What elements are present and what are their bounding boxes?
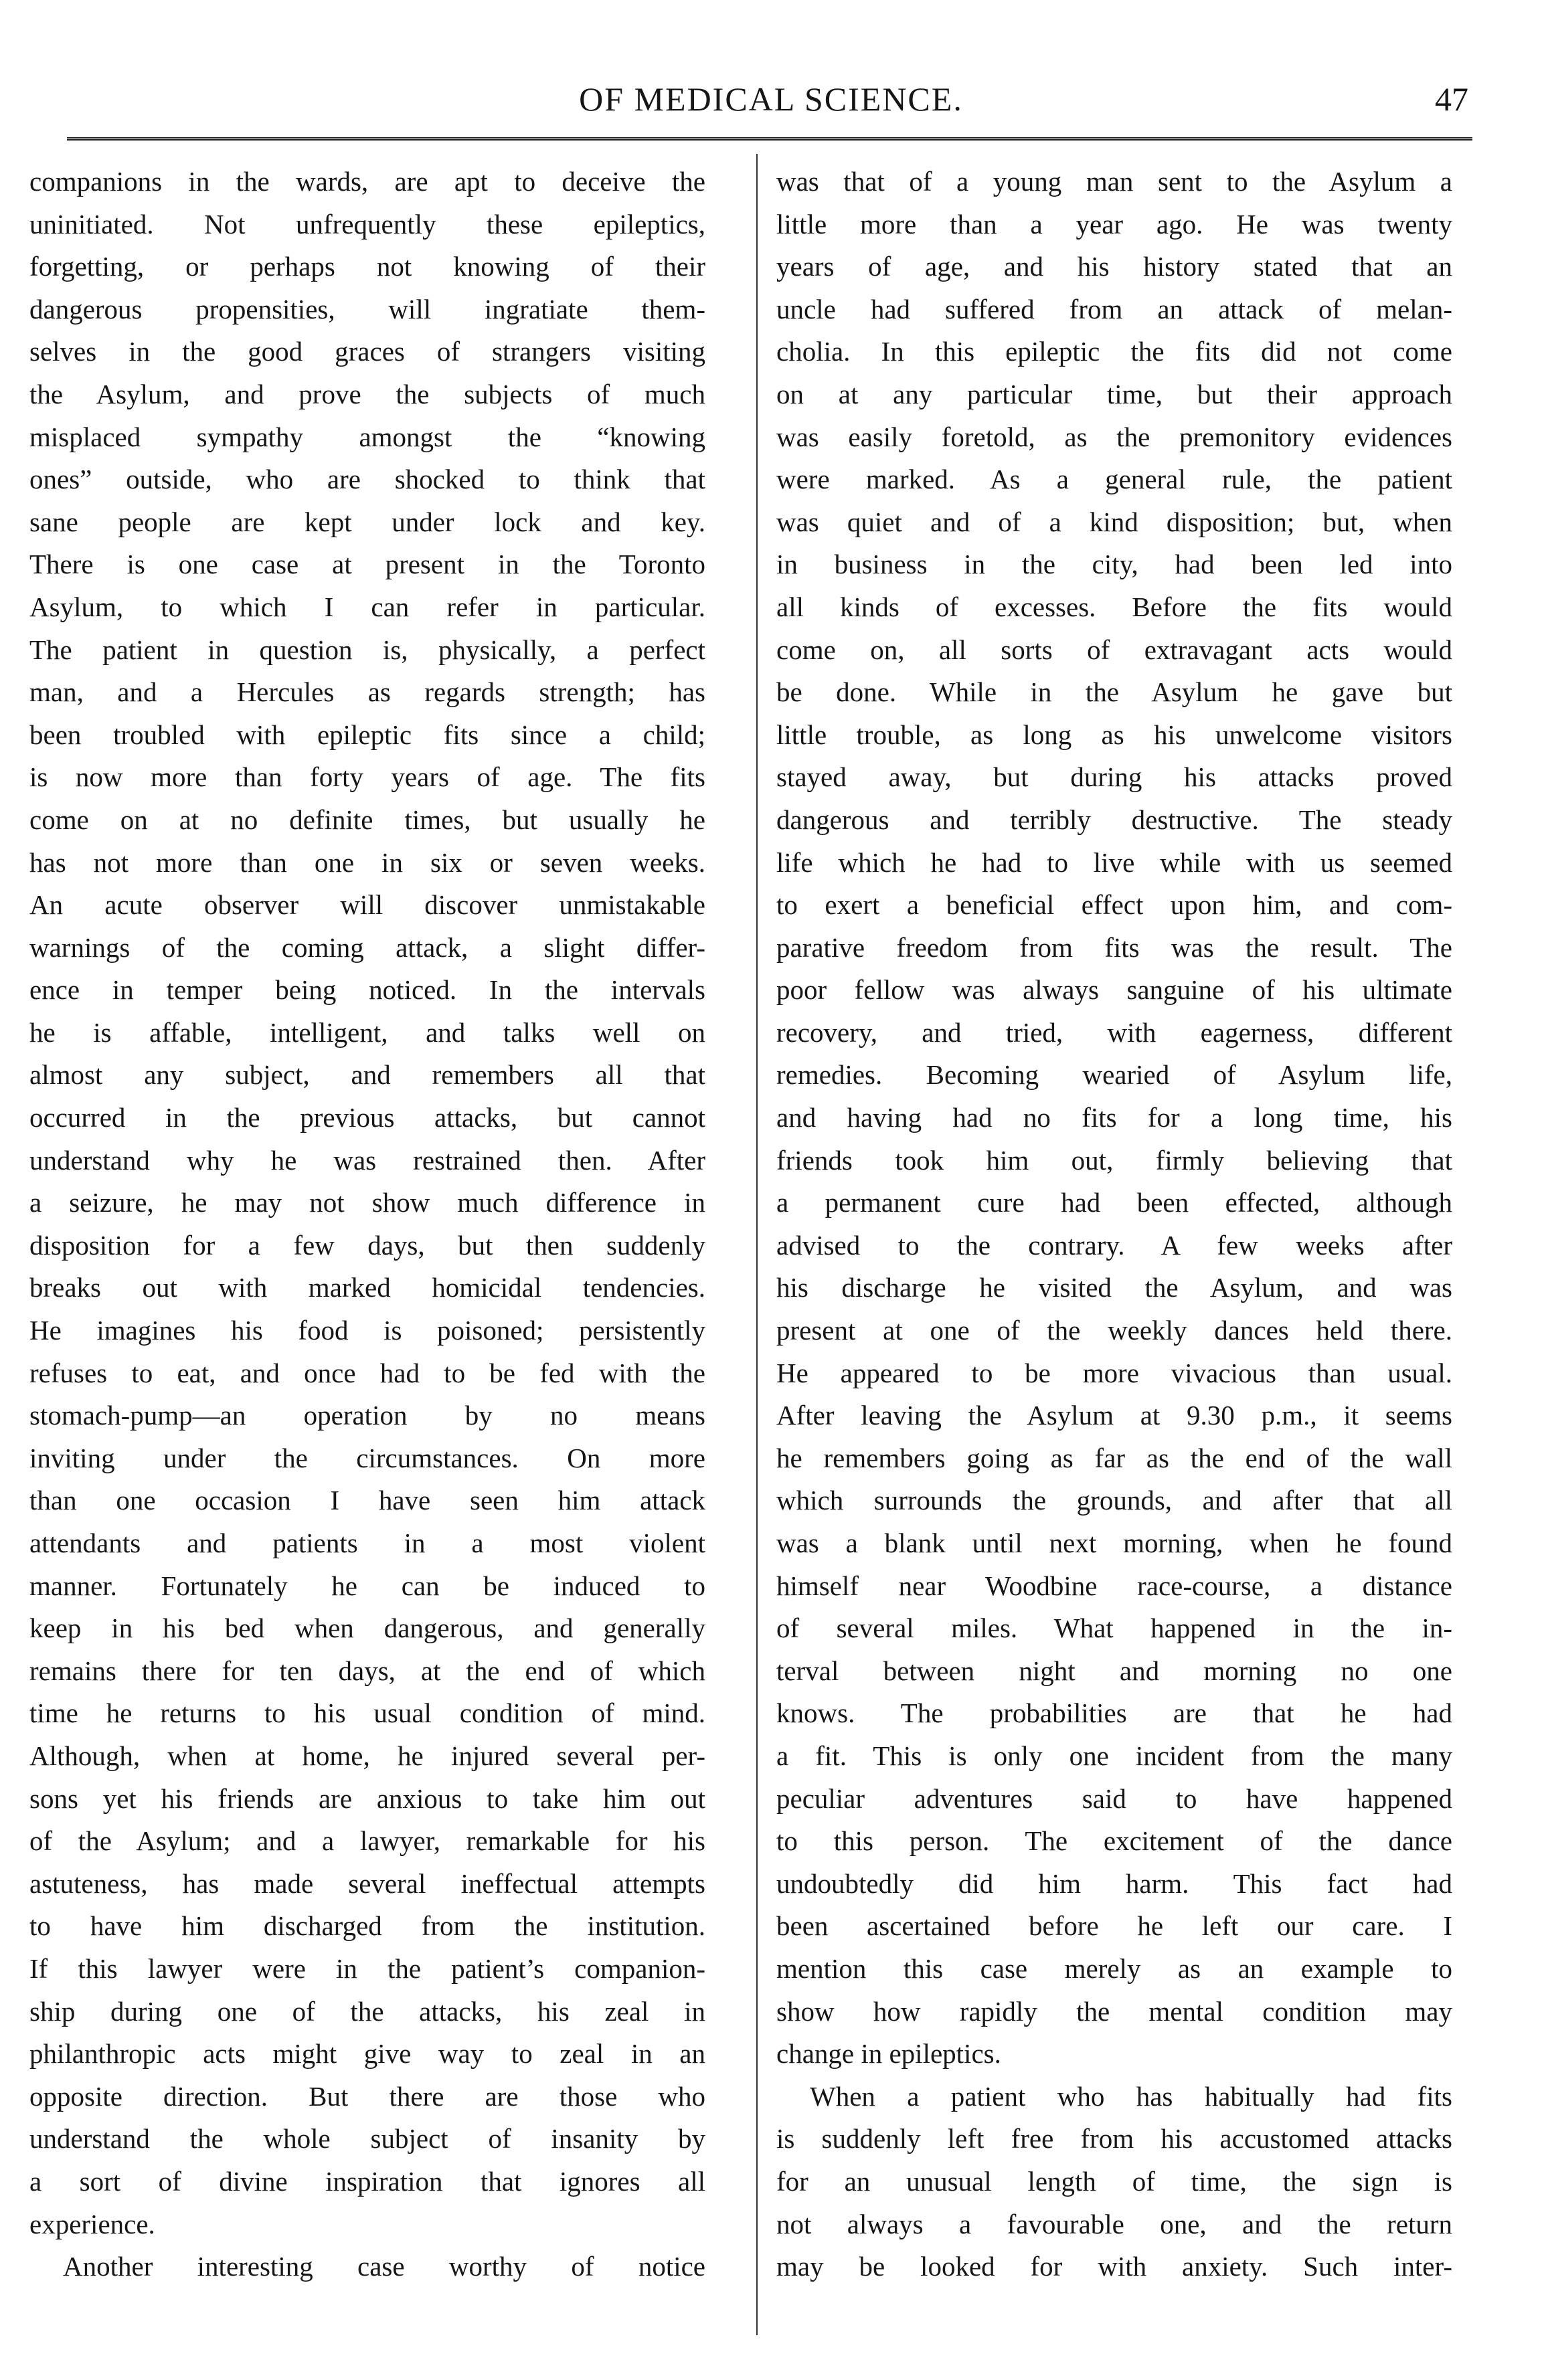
- text-line: and having had no fits for a long time, his: [776, 1102, 1452, 1133]
- text-line: understand why he was restrained then. After: [29, 1144, 705, 1176]
- text-line: experience.: [29, 2208, 155, 2239]
- text-line: a sort of divine inspiration that ignores all: [29, 2165, 705, 2197]
- text-line: recovery, and tried, with eagerness, different: [776, 1016, 1452, 1048]
- text-line: to have him discharged from the institution.: [29, 1910, 705, 1942]
- column-divider: [756, 154, 758, 2335]
- text-line: manner. Fortunately he can be induced to: [29, 1570, 705, 1601]
- text-line: refuses to eat, and once had to be fed with the: [29, 1357, 705, 1388]
- text-line: himself near Woodbine race-course, a distance: [776, 1570, 1452, 1601]
- text-line: not always a favourable one, and the return: [776, 2208, 1452, 2239]
- text-line: may be looked for with anxiety. Such inter-: [776, 2251, 1452, 2282]
- text-line: ence in temper being noticed. In the intervals: [29, 974, 705, 1006]
- text-line: to this person. The excitement of the dance: [776, 1825, 1452, 1857]
- text-line: was a blank until next morning, when he found: [776, 1528, 1452, 1558]
- text-line: life which he had to live while with us seemed: [776, 846, 1452, 878]
- text-line: understand the whole subject of insanity by: [29, 2123, 705, 2155]
- text-line: forgetting, or perhaps not knowing of their: [29, 251, 705, 282]
- text-line: He appeared to be more vivacious than usual.: [776, 1357, 1452, 1388]
- text-line: ones” outside, who are shocked to think that: [29, 464, 705, 495]
- text-line: has not more than one in six or seven weeks.: [29, 846, 705, 878]
- text-line: keep in his bed when dangerous, and generally: [29, 1613, 705, 1644]
- text-line: occurred in the previous attacks, but cannot: [29, 1102, 705, 1133]
- text-line: The patient in question is, physically, a perfect: [29, 634, 705, 665]
- text-line: After leaving the Asylum at 9.30 p.m., it seems: [776, 1400, 1452, 1431]
- text-line: warnings of the coming attack, a slight differ-: [29, 931, 705, 963]
- text-line: companions in the wards, are apt to deceive the: [29, 166, 705, 197]
- page-number: 47: [1435, 80, 1468, 118]
- text-line: which surrounds the grounds, and after that all: [776, 1485, 1452, 1516]
- text-line: dangerous and terribly destructive. The steady: [776, 804, 1452, 835]
- text-line: all kinds of excesses. Before the fits would: [776, 591, 1452, 622]
- text-line: astuteness, has made several ineffectual attempts: [29, 1867, 705, 1899]
- text-line: a fit. This is only one incident from the many: [776, 1740, 1452, 1771]
- right-column: [776, 161, 1452, 2342]
- text-line: for an unusual length of time, the sign is: [776, 2165, 1452, 2197]
- text-line: was that of a young man sent to the Asylum a: [776, 166, 1452, 197]
- text-line: There is one case at present in the Toronto: [29, 549, 705, 580]
- text-line: years of age, and his history stated that an: [776, 251, 1452, 282]
- text-line: If this lawyer were in the patient’s companion-: [29, 1952, 705, 1984]
- text-line: Asylum, to which I can refer in particular.: [29, 591, 705, 622]
- text-line: stayed away, but during his attacks proved: [776, 761, 1452, 793]
- text-line: remedies. Becoming wearied of Asylum life,: [776, 1059, 1452, 1091]
- text-line: misplaced sympathy amongst the “knowing: [29, 421, 705, 452]
- text-line: been troubled with epileptic fits since a child;: [29, 719, 705, 750]
- text-line: philanthropic acts might give way to zeal in an: [29, 2038, 705, 2070]
- text-line: little trouble, as long as his unwelcome visitors: [776, 719, 1452, 750]
- text-line: peculiar adventures said to have happened: [776, 1782, 1452, 1814]
- text-line: sons yet his friends are anxious to take him out: [29, 1782, 705, 1814]
- text-line: undoubtedly did him harm. This fact had: [776, 1867, 1452, 1899]
- text-line: the Asylum, and prove the subjects of much: [29, 378, 705, 409]
- text-line: were marked. As a general rule, the patient: [776, 464, 1452, 495]
- text-line: of several miles. What happened in the in-: [776, 1613, 1452, 1644]
- text-line: uncle had suffered from an attack of melan-: [776, 293, 1452, 325]
- text-line: he remembers going as far as the end of the wall: [776, 1442, 1452, 1473]
- text-line: of the Asylum; and a lawyer, remarkable for his: [29, 1825, 705, 1857]
- text-line: opposite direction. But there are those who: [29, 2080, 705, 2112]
- text-line: show how rapidly the mental condition may: [776, 1995, 1452, 2027]
- text-line: cholia. In this epileptic the fits did not come: [776, 336, 1452, 367]
- text-line: on at any particular time, but their approach: [776, 378, 1452, 409]
- text-line: been ascertained before he left our care. I: [776, 1910, 1452, 1942]
- text-line: in business in the city, had been led into: [776, 549, 1452, 580]
- text-line: present at one of the weekly dances held there.: [776, 1315, 1452, 1346]
- header-rule: [67, 137, 1472, 141]
- text-line: was easily foretold, as the premonitory evidences: [776, 421, 1452, 452]
- text-line: come on at no definite times, but usually he: [29, 804, 705, 835]
- text-line: little more than a year ago. He was twenty: [776, 208, 1452, 240]
- text-line: He imagines his food is poisoned; persistently: [29, 1315, 705, 1346]
- text-line: Another interesting case worthy of notice: [63, 2251, 705, 2282]
- text-line: was quiet and of a kind disposition; but, when: [776, 506, 1452, 537]
- text-line: inviting under the circumstances. On more: [29, 1442, 705, 1473]
- running-head: [0, 72, 1542, 126]
- text-line: An acute observer will discover unmistakable: [29, 889, 705, 921]
- text-line: parative freedom from fits was the result. The: [776, 931, 1452, 963]
- text-line: When a patient who has habitually had fits: [810, 2080, 1452, 2112]
- text-line: come on, all sorts of extravagant acts would: [776, 634, 1452, 665]
- text-line: a seizure, he may not show much difference in: [29, 1187, 705, 1218]
- text-line: be done. While in the Asylum he gave but: [776, 676, 1452, 708]
- text-line: stomach-pump—an operation by no means: [29, 1400, 705, 1431]
- text-line: poor fellow was always sanguine of his ultimate: [776, 974, 1452, 1006]
- text-line: almost any subject, and remembers all that: [29, 1059, 705, 1091]
- text-line: a permanent cure had been effected, although: [776, 1187, 1452, 1218]
- text-line: mention this case merely as an example to: [776, 1952, 1452, 1984]
- text-line: Although, when at home, he injured several per-: [29, 1740, 705, 1771]
- text-line: dangerous propensities, will ingratiate them-: [29, 293, 705, 325]
- text-line: sane people are kept under lock and key.: [29, 506, 705, 537]
- text-line: attendants and patients in a most violent: [29, 1528, 705, 1558]
- left-column: [29, 161, 705, 2342]
- text-line: ship during one of the attacks, his zeal in: [29, 1995, 705, 2027]
- text-line: breaks out with marked homicidal tendencies.: [29, 1272, 705, 1303]
- text-line: his discharge he visited the Asylum, and was: [776, 1272, 1452, 1303]
- text-line: change in epileptics.: [776, 2038, 1001, 2070]
- text-line: disposition for a few days, but then suddenly: [29, 1229, 705, 1261]
- text-line: selves in the good graces of strangers visiting: [29, 336, 705, 367]
- text-line: advised to the contrary. A few weeks after: [776, 1229, 1452, 1261]
- text-line: than one occasion I have seen him attack: [29, 1485, 705, 1516]
- text-line: is suddenly left free from his accustomed attacks: [776, 2123, 1452, 2155]
- text-line: knows. The probabilities are that he had: [776, 1698, 1452, 1729]
- running-title: OF MEDICAL SCIENCE.: [579, 80, 963, 118]
- text-line: time he returns to his usual condition of mind.: [29, 1698, 705, 1729]
- text-line: friends took him out, firmly believing that: [776, 1144, 1452, 1176]
- text-line: remains there for ten days, at the end of which: [29, 1655, 705, 1686]
- text-line: is now more than forty years of age. The fits: [29, 761, 705, 793]
- text-line: to exert a beneficial effect upon him, and com-: [776, 889, 1452, 921]
- text-line: terval between night and morning no one: [776, 1655, 1452, 1686]
- text-line: man, and a Hercules as regards strength; has: [29, 676, 705, 708]
- text-line: he is affable, intelligent, and talks well on: [29, 1016, 705, 1048]
- text-line: uninitiated. Not unfrequently these epileptics,: [29, 208, 705, 240]
